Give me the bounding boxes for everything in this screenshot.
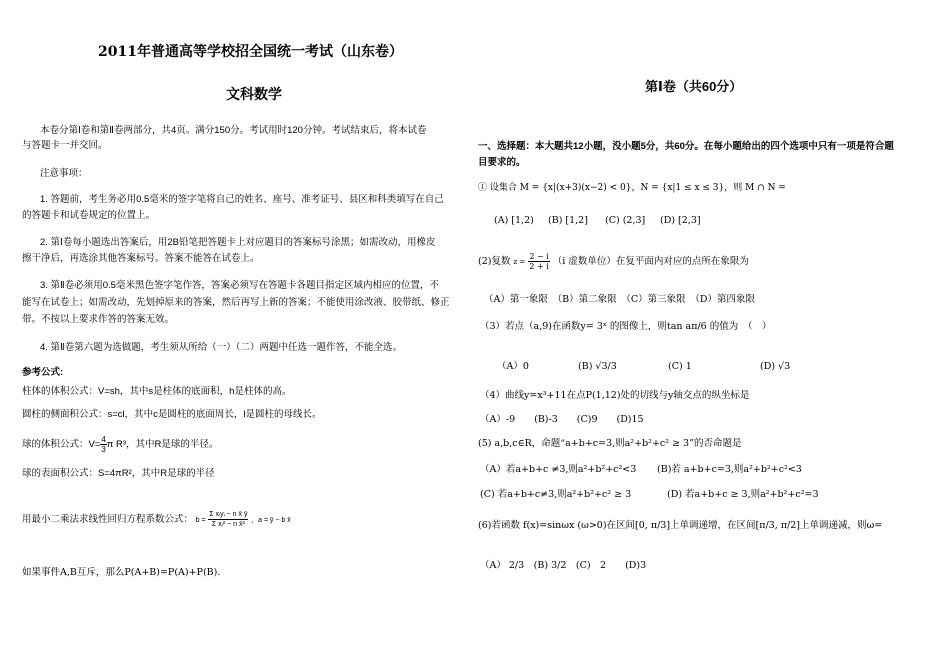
note-3-cont: 带。不按以上要求作答的答案无效。: [22, 314, 175, 325]
q3-option-a: （A）0: [497, 361, 529, 372]
section-one-instructions: 一、选择题：本大题共12小题，没小题5分，共60分。在每小题给出的四个选项中只有一项是符合题: [478, 141, 894, 152]
exam-subtitle: 文科数学: [226, 87, 282, 103]
q1-option-b: (B) [1,2]: [548, 215, 588, 226]
regression-b: b =: [195, 517, 206, 525]
question-5: (5) a,b,c∈R，命题“a+b+c=3,则a²+b²+c² ≥ 3”的否命题是: [478, 438, 742, 449]
formula-regression-label: 用最小二乘法求线性回归方程系数公式：: [22, 514, 194, 526]
formula-cylinder-lateral-area: 圆柱的侧面积公式：s=cl，其中c是圆柱的底面周长，l是圆柱的母线长。: [22, 409, 322, 420]
q5-option-c: (C) 若a+b+c≠3,则a²+b²+c² ≥ 3: [480, 489, 632, 500]
question-2: [478, 252, 749, 271]
formula-sphere-volume-pre: 球的体积公式：V=: [22, 439, 101, 451]
part-one-heading: 第Ⅰ卷（共60分）: [645, 79, 743, 94]
q5-option-d: (D) 若a+b+c ≥ 3,则a²+b²+c²=3: [667, 489, 819, 500]
note-2: 2. 第Ⅰ卷每小题选出答案后，用2B铅笔把答题卡上对应题目的答案标号涂黑；如需改动，用橡皮: [40, 237, 436, 248]
q1-option-a: (A) [1,2): [494, 215, 534, 226]
notes-heading: 注意事项：: [40, 168, 88, 179]
intro-line: 本卷分第Ⅰ卷和第Ⅱ卷两部分，共4页。满分150分。考试用时120分钟。考试结束后，将本试卷: [40, 125, 427, 136]
note-1: 1. 答题前，考生务必用0.5毫米的签字笔将自己的姓名、座号、准考证号、县区和科类填写在自己: [40, 194, 444, 205]
formula-regression: [22, 510, 291, 529]
q2-z: z =: [513, 258, 526, 266]
q3-option-b: (B) √3/3: [578, 361, 617, 372]
formula-prism-volume: 柱体的体积公式：V=sh，其中s是柱体的底面积，h是柱体的高。: [22, 386, 292, 397]
intro-line: 与答题卡一并交回。: [22, 140, 108, 151]
fraction-four-thirds: $\frac{4}{3}$: [101, 435, 106, 454]
q1-option-d: (D) [2,3]: [660, 215, 701, 226]
question-6: (6)若函数 f(x)=sinωx (ω>0)在区间[0, π/3]上单调递增，在区间[π/3, π/2]上单调递减，则ω=: [478, 520, 883, 531]
formula-sphere-volume: [22, 435, 218, 454]
q2-fraction: $\frac{2 - i}{2 + i}$: [529, 252, 549, 271]
question-4: （4）曲线y=x³+11在点P(1,12)处的切线与y轴交点的纵坐标是: [480, 390, 750, 401]
note-3-cont: 能写在试卷上；如需改动，先划掉原来的答案，然后再写上新的答案；不能使用涂改液、胶带纸、修正: [22, 297, 450, 308]
note-1-cont: 的答题卡和试卷规定的位置上。: [22, 210, 156, 221]
note-2-cont: 擦干净后，再选涂其他答案标号。答案不能答在试卷上。: [22, 253, 260, 264]
formulas-heading: 参考公式:: [22, 367, 64, 378]
q2-options: （A）第一象限 （B）第二象限 （C）第三象限 （D）第四象限: [484, 294, 755, 305]
q5-option-a: （A）若a+b+c ≠3,则a²+b²+c²<3: [480, 464, 637, 475]
q3-option-d: (D) √3: [760, 361, 791, 372]
q2-suffix: （i 虚数单位）在复平面内对应的点所在象限为: [552, 256, 749, 267]
question-1: ① 设集合 M = {x|(x+3)(x−2) < 0}，N = {x|1 ≤ x ≤ 3}，则 M ∩ N =: [478, 183, 786, 193]
regression-fraction: $\frac{\text{Σ xᵢyᵢ − n x̄ ȳ}}{\text{Σ xᵢ² − n x̄²}}$: [209, 511, 248, 528]
q2-prefix: (2)复数: [478, 256, 511, 267]
formula-mutually-exclusive: 如果事件A,B互斥，那么P(A+B)=P(A)+P(B).: [22, 567, 221, 578]
exam-title: 2011年普通高等学校招全国统一考试（山东卷）: [98, 44, 403, 60]
section-one-instructions-cont: 目要求的。: [478, 157, 526, 168]
q5-option-b: (B)若 a+b+c=3,则a²+b²+c²<3: [657, 464, 802, 475]
formula-sphere-surface: 球的表面积公式：S=4πR²，其中R是球的半径: [22, 468, 215, 479]
q4-options: （A）-9 (B)-3 (C)9 (D)15: [480, 414, 644, 425]
question-3: （3）若点（a,9)在函数y= 3ˣ 的图像上，则tan aπ/6 的值为 （ ）: [480, 321, 772, 332]
q6-options: （A） 2/3 (B) 3/2 (C) 2 (D)3: [480, 560, 647, 571]
formula-sphere-volume-post: π R³，其中R是球的半径。: [106, 439, 219, 451]
regression-a: ，a = ȳ − b x̄: [251, 517, 291, 525]
q3-option-c: (C) 1: [668, 361, 692, 372]
note-3: 3. 第Ⅱ卷必须用0.5毫米黑色签字笔作答，答案必须写在答题卡各题目指定区域内相应的位置，不: [40, 280, 439, 291]
q1-option-c: (C) (2,3]: [605, 215, 646, 226]
note-4: 4. 第Ⅱ卷第六题为选做题，考生须从所给（一）（二）两题中任选一题作答，不能全选。: [40, 342, 402, 353]
